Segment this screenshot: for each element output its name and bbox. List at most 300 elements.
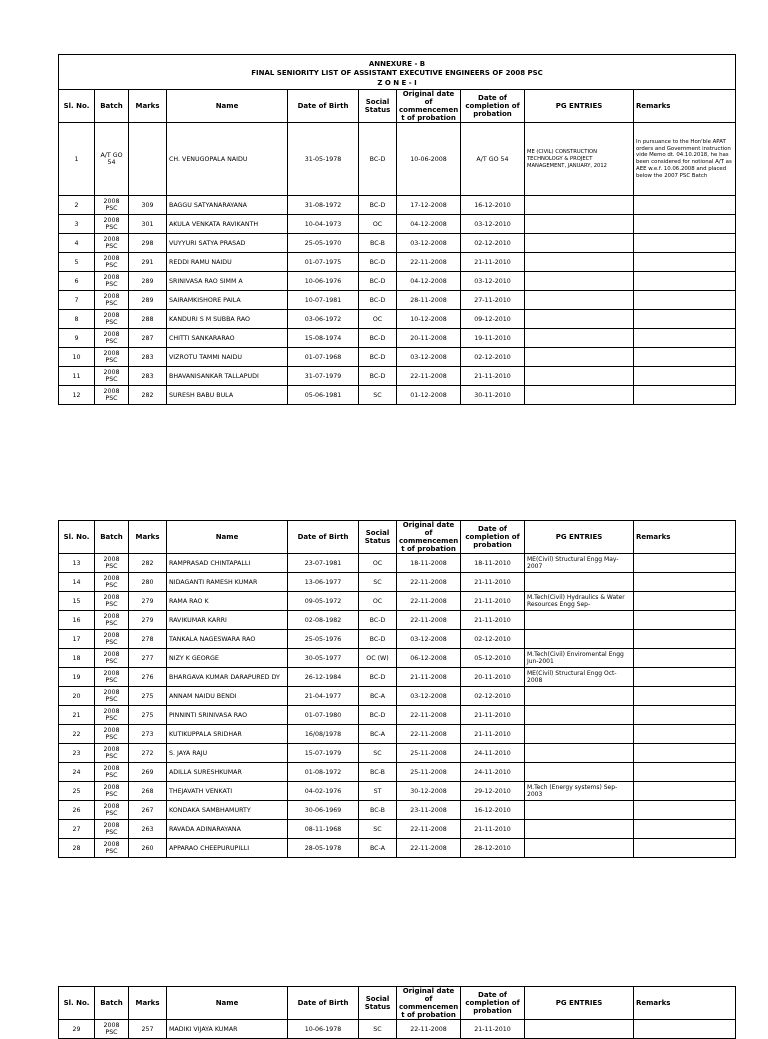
cell-dob: 02-08-1982 — [288, 611, 359, 630]
cell-dob: 10-04-1973 — [288, 215, 359, 234]
cell-sl: 29 — [59, 1020, 95, 1039]
cell-remarks — [634, 592, 736, 611]
cell-marks: 298 — [129, 234, 167, 253]
table-row — [59, 611, 736, 630]
cell-pg: ME (CIVIL) CONSTRUCTION TECHNOLOGY & PROJECT MANAGEMENT, JANUARY, 2012 — [525, 123, 634, 196]
cell-remarks — [634, 573, 736, 592]
cell-orig: 22-11-2008 — [397, 367, 461, 386]
cell-marks: 291 — [129, 253, 167, 272]
table-row — [59, 687, 736, 706]
cell-sl: 27 — [59, 820, 95, 839]
cell-pg — [525, 820, 634, 839]
cell-name: RAVADA ADINARAYANA — [167, 820, 288, 839]
cell-batch: 2008 PSC — [95, 215, 129, 234]
seniority-table-3 — [58, 986, 736, 1039]
table-1-body — [59, 123, 736, 405]
table-header-row — [59, 987, 736, 1020]
cell-sl: 5 — [59, 253, 95, 272]
cell-comp: 09-12-2010 — [461, 310, 525, 329]
seniority-table-1 — [58, 54, 736, 405]
cell-pg — [525, 801, 634, 820]
cell-social: BC-D — [359, 668, 397, 687]
header-remarks: Remarks — [634, 987, 736, 1020]
header-comp: Date of completion of probation — [461, 90, 525, 123]
header-dob: Date of Birth — [288, 987, 359, 1020]
cell-comp: 21-11-2010 — [461, 253, 525, 272]
cell-dob: 09-05-1972 — [288, 592, 359, 611]
cell-dob: 31-08-1972 — [288, 196, 359, 215]
cell-sl: 11 — [59, 367, 95, 386]
cell-remarks — [634, 386, 736, 405]
cell-pg — [525, 687, 634, 706]
cell-orig: 17-12-2008 — [397, 196, 461, 215]
cell-social: OC — [359, 310, 397, 329]
cell-social: BC-D — [359, 367, 397, 386]
cell-orig: 03-12-2008 — [397, 234, 461, 253]
cell-sl: 10 — [59, 348, 95, 367]
cell-sl: 13 — [59, 554, 95, 573]
cell-sl: 22 — [59, 725, 95, 744]
table-row — [59, 668, 736, 687]
cell-sl: 28 — [59, 839, 95, 858]
table-row — [59, 592, 736, 611]
cell-batch: 2008 PSC — [95, 782, 129, 801]
cell-social: SC — [359, 386, 397, 405]
cell-dob: 31-07-1979 — [288, 367, 359, 386]
header-sl: Sl. No. — [59, 521, 95, 554]
cell-remarks — [634, 687, 736, 706]
cell-marks: 282 — [129, 386, 167, 405]
cell-orig: 22-11-2008 — [397, 573, 461, 592]
cell-remarks — [634, 668, 736, 687]
header-marks: Marks — [129, 521, 167, 554]
header-orig: Original date of commencemen t of probation — [397, 521, 461, 554]
cell-comp: 20-11-2010 — [461, 668, 525, 687]
cell-sl: 21 — [59, 706, 95, 725]
table-row — [59, 763, 736, 782]
cell-dob: 01-07-1980 — [288, 706, 359, 725]
cell-comp: 21-11-2010 — [461, 592, 525, 611]
cell-marks: 278 — [129, 630, 167, 649]
cell-remarks — [634, 649, 736, 668]
cell-comp: 16-12-2010 — [461, 801, 525, 820]
header-dob: Date of Birth — [288, 90, 359, 123]
header-pg: PG ENTRIES — [525, 521, 634, 554]
cell-orig: 06-12-2008 — [397, 649, 461, 668]
table-row — [59, 367, 736, 386]
table-3-body — [59, 1020, 736, 1039]
cell-pg — [525, 291, 634, 310]
cell-orig: 22-11-2008 — [397, 725, 461, 744]
cell-dob: 01-07-1968 — [288, 348, 359, 367]
cell-orig: 25-11-2008 — [397, 763, 461, 782]
cell-dob: 08-11-1968 — [288, 820, 359, 839]
header-pg: PG ENTRIES — [525, 90, 634, 123]
cell-name: RAMA RAO K — [167, 592, 288, 611]
cell-orig: 22-11-2008 — [397, 839, 461, 858]
cell-comp: 21-11-2010 — [461, 706, 525, 725]
table-row — [59, 706, 736, 725]
cell-batch: 2008 PSC — [95, 291, 129, 310]
cell-name: SAIRAMKISHORE PAILA — [167, 291, 288, 310]
header-pg: PG ENTRIES — [525, 987, 634, 1020]
cell-social: OC (W) — [359, 649, 397, 668]
cell-marks: 273 — [129, 725, 167, 744]
cell-comp: 02-12-2010 — [461, 630, 525, 649]
cell-comp: 21-11-2010 — [461, 725, 525, 744]
cell-marks: 260 — [129, 839, 167, 858]
cell-social: BC-D — [359, 329, 397, 348]
cell-remarks — [634, 272, 736, 291]
cell-sl: 23 — [59, 744, 95, 763]
cell-comp: 18-11-2010 — [461, 554, 525, 573]
cell-name: VUYYURI SATYA PRASAD — [167, 234, 288, 253]
cell-name: THEJAVATH VENKATI — [167, 782, 288, 801]
cell-sl: 7 — [59, 291, 95, 310]
cell-pg — [525, 196, 634, 215]
cell-remarks — [634, 801, 736, 820]
table-row — [59, 386, 736, 405]
table-row — [59, 630, 736, 649]
cell-comp: 21-11-2010 — [461, 367, 525, 386]
cell-comp: 03-12-2010 — [461, 215, 525, 234]
cell-dob: 10-07-1981 — [288, 291, 359, 310]
cell-comp: 28-12-2010 — [461, 839, 525, 858]
table-2-body — [59, 554, 736, 858]
cell-remarks — [634, 820, 736, 839]
cell-batch: 2008 PSC — [95, 573, 129, 592]
cell-remarks — [634, 725, 736, 744]
cell-comp: 03-12-2010 — [461, 272, 525, 291]
cell-batch: 2008 PSC — [95, 386, 129, 405]
cell-social: OC — [359, 215, 397, 234]
cell-sl: 1 — [59, 123, 95, 196]
cell-dob: 25-05-1970 — [288, 234, 359, 253]
cell-batch: 2008 PSC — [95, 744, 129, 763]
cell-pg: M.Tech(Civil) Enviromental Engg Jun-2001 — [525, 649, 634, 668]
cell-batch: 2008 PSC — [95, 367, 129, 386]
cell-social: BC-D — [359, 253, 397, 272]
table-row — [59, 291, 736, 310]
cell-dob: 26-12-1984 — [288, 668, 359, 687]
header-batch: Batch — [95, 90, 129, 123]
cell-pg — [525, 215, 634, 234]
cell-remarks — [634, 348, 736, 367]
cell-dob: 23-07-1981 — [288, 554, 359, 573]
cell-social: BC-B — [359, 234, 397, 253]
cell-sl: 3 — [59, 215, 95, 234]
cell-orig: 03-12-2008 — [397, 630, 461, 649]
cell-orig: 23-11-2008 — [397, 801, 461, 820]
cell-remarks — [634, 253, 736, 272]
cell-dob: 05-06-1981 — [288, 386, 359, 405]
cell-pg: M.Tech(Civil) Hydraulics & Water Resources Engg Sep- — [525, 592, 634, 611]
cell-marks: 279 — [129, 592, 167, 611]
table-row — [59, 196, 736, 215]
cell-social: BC-B — [359, 763, 397, 782]
cell-marks: 269 — [129, 763, 167, 782]
cell-pg — [525, 234, 634, 253]
cell-remarks — [634, 1020, 736, 1039]
header-name: Name — [167, 987, 288, 1020]
cell-remarks — [634, 196, 736, 215]
cell-marks: 276 — [129, 668, 167, 687]
header-sl: Sl. No. — [59, 987, 95, 1020]
cell-social: OC — [359, 554, 397, 573]
cell-remarks — [634, 329, 736, 348]
cell-dob: 30-05-1977 — [288, 649, 359, 668]
cell-social: BC-A — [359, 687, 397, 706]
cell-social: SC — [359, 744, 397, 763]
cell-name: SURESH BABU BULA — [167, 386, 288, 405]
cell-batch: 2008 PSC — [95, 329, 129, 348]
cell-marks: 275 — [129, 687, 167, 706]
cell-sl: 2 — [59, 196, 95, 215]
cell-batch: A/T GO 54 — [95, 123, 129, 196]
cell-name: NIZY K GEORGE — [167, 649, 288, 668]
cell-dob: 21-04-1977 — [288, 687, 359, 706]
cell-batch: 2008 PSC — [95, 592, 129, 611]
cell-orig: 04-12-2008 — [397, 215, 461, 234]
cell-comp: 19-11-2010 — [461, 329, 525, 348]
header-marks: Marks — [129, 90, 167, 123]
cell-batch: 2008 PSC — [95, 1020, 129, 1039]
cell-marks: 267 — [129, 801, 167, 820]
table-row — [59, 554, 736, 573]
cell-sl: 25 — [59, 782, 95, 801]
cell-marks: 283 — [129, 348, 167, 367]
cell-batch: 2008 PSC — [95, 234, 129, 253]
cell-name: BAGGU SATYANARAYANA — [167, 196, 288, 215]
zone-label: Z O N E - I — [377, 78, 417, 87]
cell-orig: 10-06-2008 — [397, 123, 461, 196]
cell-batch: 2008 PSC — [95, 820, 129, 839]
cell-social: BC-D — [359, 272, 397, 291]
cell-batch: 2008 PSC — [95, 687, 129, 706]
cell-dob: 16/08/1978 — [288, 725, 359, 744]
cell-name: BHARGAVA KUMAR DARAPURED DY — [167, 668, 288, 687]
table-row — [59, 649, 736, 668]
cell-sl: 12 — [59, 386, 95, 405]
cell-dob: 01-07-1975 — [288, 253, 359, 272]
cell-comp: 24-11-2010 — [461, 744, 525, 763]
cell-batch: 2008 PSC — [95, 668, 129, 687]
cell-sl: 26 — [59, 801, 95, 820]
cell-comp: 21-11-2010 — [461, 820, 525, 839]
cell-social: BC-D — [359, 348, 397, 367]
cell-social: SC — [359, 1020, 397, 1039]
cell-social: BC-A — [359, 839, 397, 858]
header-social: Social Status — [359, 90, 397, 123]
table-row — [59, 272, 736, 291]
cell-name: RAMPRASAD CHINTAPALLI — [167, 554, 288, 573]
cell-dob: 15-08-1974 — [288, 329, 359, 348]
cell-dob: 13-06-1977 — [288, 573, 359, 592]
table-row — [59, 725, 736, 744]
cell-pg — [525, 611, 634, 630]
header-sl: Sl. No. — [59, 90, 95, 123]
cell-dob: 04-02-1976 — [288, 782, 359, 801]
cell-batch: 2008 PSC — [95, 253, 129, 272]
list-title: FINAL SENIORITY LIST OF ASSISTANT EXECUTIVE ENGINEERS OF 2008 PSC — [251, 69, 543, 78]
cell-name: BHAVANISANKAR TALLAPUDI — [167, 367, 288, 386]
cell-batch: 2008 PSC — [95, 801, 129, 820]
cell-pg — [525, 839, 634, 858]
header-name: Name — [167, 90, 288, 123]
table-row — [59, 253, 736, 272]
cell-name: KONDAKA SAMBHAMURTY — [167, 801, 288, 820]
cell-batch: 2008 PSC — [95, 649, 129, 668]
cell-pg — [525, 630, 634, 649]
cell-remarks — [634, 611, 736, 630]
cell-marks — [129, 123, 167, 196]
cell-orig: 22-11-2008 — [397, 611, 461, 630]
table-row — [59, 782, 736, 801]
cell-remarks — [634, 706, 736, 725]
seniority-table-2 — [58, 520, 736, 858]
cell-sl: 15 — [59, 592, 95, 611]
cell-remarks — [634, 839, 736, 858]
cell-pg — [525, 744, 634, 763]
cell-sl: 16 — [59, 611, 95, 630]
cell-social: SC — [359, 820, 397, 839]
cell-marks: 283 — [129, 367, 167, 386]
table-row — [59, 839, 736, 858]
cell-dob: 30-06-1969 — [288, 801, 359, 820]
cell-social: BC-D — [359, 611, 397, 630]
cell-dob: 10-06-1976 — [288, 272, 359, 291]
table-row — [59, 215, 736, 234]
cell-sl: 19 — [59, 668, 95, 687]
cell-social: BC-A — [359, 725, 397, 744]
cell-orig: 01-12-2008 — [397, 386, 461, 405]
cell-comp: 21-11-2010 — [461, 1020, 525, 1039]
cell-comp: 02-12-2010 — [461, 348, 525, 367]
cell-social: OC — [359, 592, 397, 611]
cell-pg — [525, 253, 634, 272]
cell-remarks — [634, 291, 736, 310]
cell-marks: 309 — [129, 196, 167, 215]
cell-name: CH. VENUGOPALA NAIDU — [167, 123, 288, 196]
cell-comp: A/T GO 54 — [461, 123, 525, 196]
cell-comp: 02-12-2010 — [461, 687, 525, 706]
cell-remarks — [634, 554, 736, 573]
document-title — [59, 55, 736, 90]
cell-orig: 20-11-2008 — [397, 329, 461, 348]
cell-pg — [525, 763, 634, 782]
cell-pg — [525, 1020, 634, 1039]
cell-social: SC — [359, 573, 397, 592]
cell-pg — [525, 329, 634, 348]
cell-name: AKULA VENKATA RAVIKANTH — [167, 215, 288, 234]
cell-dob: 28-05-1978 — [288, 839, 359, 858]
cell-comp: 21-11-2010 — [461, 611, 525, 630]
cell-pg: ME(Civil) Structural Engg Oct-2008 — [525, 668, 634, 687]
cell-name: KUTIKUPPALA SRIDHAR — [167, 725, 288, 744]
table-row — [59, 234, 736, 253]
cell-orig: 18-11-2008 — [397, 554, 461, 573]
cell-marks: 287 — [129, 329, 167, 348]
cell-dob: 10-06-1978 — [288, 1020, 359, 1039]
cell-orig: 10-12-2008 — [397, 310, 461, 329]
cell-remarks — [634, 234, 736, 253]
cell-dob: 15-07-1979 — [288, 744, 359, 763]
cell-comp: 29-12-2010 — [461, 782, 525, 801]
cell-name: MADIKI VIJAYA KUMAR — [167, 1020, 288, 1039]
cell-remarks — [634, 215, 736, 234]
cell-pg — [525, 348, 634, 367]
cell-orig: 22-11-2008 — [397, 820, 461, 839]
cell-marks: 263 — [129, 820, 167, 839]
cell-orig: 21-11-2008 — [397, 668, 461, 687]
cell-batch: 2008 PSC — [95, 839, 129, 858]
table-row — [59, 801, 736, 820]
cell-orig: 25-11-2008 — [397, 744, 461, 763]
cell-social: BC-D — [359, 706, 397, 725]
cell-pg: M.Tech (Energy systems) Sep-2003 — [525, 782, 634, 801]
cell-orig: 22-11-2008 — [397, 1020, 461, 1039]
cell-marks: 301 — [129, 215, 167, 234]
table-row — [59, 348, 736, 367]
cell-sl: 24 — [59, 763, 95, 782]
cell-marks: 277 — [129, 649, 167, 668]
table-row — [59, 310, 736, 329]
cell-pg — [525, 310, 634, 329]
cell-pg — [525, 573, 634, 592]
cell-name: PINNINTI SRINIVASA RAO — [167, 706, 288, 725]
annexure-label: ANNEXURE - B — [368, 59, 426, 68]
cell-marks: 257 — [129, 1020, 167, 1039]
header-comp: Date of completion of probation — [461, 987, 525, 1020]
cell-sl: 14 — [59, 573, 95, 592]
cell-name: REDDI RAMU NAIDU — [167, 253, 288, 272]
cell-pg — [525, 725, 634, 744]
cell-batch: 2008 PSC — [95, 611, 129, 630]
cell-sl: 18 — [59, 649, 95, 668]
cell-marks: 282 — [129, 554, 167, 573]
cell-pg — [525, 272, 634, 291]
cell-name: TANKALA NAGESWARA RAO — [167, 630, 288, 649]
cell-sl: 20 — [59, 687, 95, 706]
table-row — [59, 329, 736, 348]
cell-social: BC-B — [359, 801, 397, 820]
cell-name: KANDURI S M SUBBA RAO — [167, 310, 288, 329]
cell-name: SRINIVASA RAO SIMM A — [167, 272, 288, 291]
cell-orig: 03-12-2008 — [397, 348, 461, 367]
cell-orig: 03-12-2008 — [397, 687, 461, 706]
cell-name: CHITTI SANKARARAO — [167, 329, 288, 348]
cell-sl: 4 — [59, 234, 95, 253]
header-comp: Date of completion of probation — [461, 521, 525, 554]
table-row — [59, 744, 736, 763]
cell-marks: 275 — [129, 706, 167, 725]
cell-batch: 2008 PSC — [95, 554, 129, 573]
cell-orig: 22-11-2008 — [397, 592, 461, 611]
cell-dob: 01-08-1972 — [288, 763, 359, 782]
header-social: Social Status — [359, 987, 397, 1020]
cell-sl: 9 — [59, 329, 95, 348]
cell-batch: 2008 PSC — [95, 706, 129, 725]
cell-sl: 6 — [59, 272, 95, 291]
cell-comp: 16-12-2010 — [461, 196, 525, 215]
header-remarks: Remarks — [634, 90, 736, 123]
cell-batch: 2008 PSC — [95, 348, 129, 367]
cell-batch: 2008 PSC — [95, 630, 129, 649]
cell-sl: 17 — [59, 630, 95, 649]
header-marks: Marks — [129, 987, 167, 1020]
cell-remarks — [634, 763, 736, 782]
cell-remarks — [634, 782, 736, 801]
